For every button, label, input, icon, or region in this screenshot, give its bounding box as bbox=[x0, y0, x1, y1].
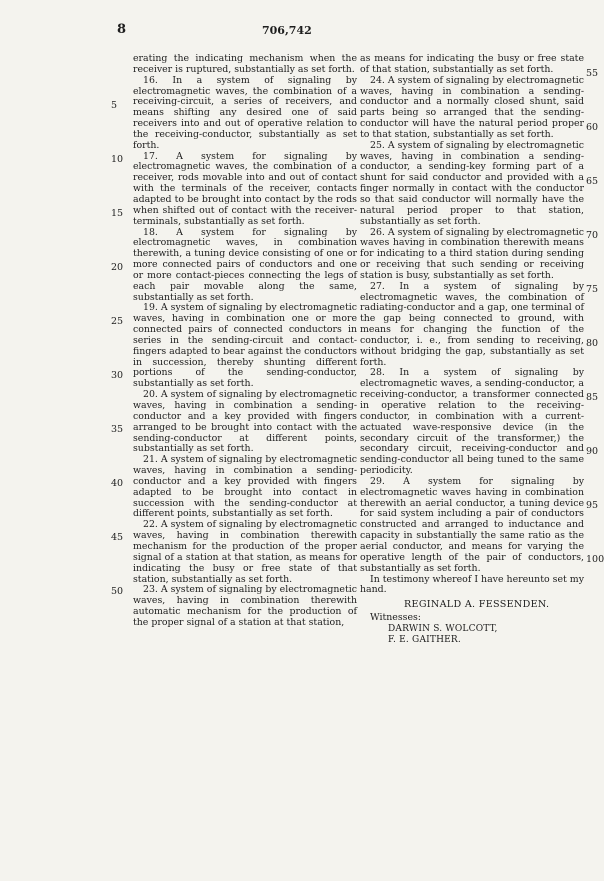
line-number: 30 bbox=[111, 370, 124, 381]
line-number: 60 bbox=[586, 122, 599, 133]
line-number: 15 bbox=[111, 208, 124, 219]
line-number: 5 bbox=[111, 100, 118, 111]
claim-26: 26. A system of signaling by electromagnetic waves having in combination therewith means for indicating to a third station during sending or receiving that such sending or receiving station is busy, substantially as set forth. bbox=[360, 226, 584, 281]
claim-25: 25. A system of signaling by electromagnetic waves, having in combination a sending-conductor, a sending-key forming part of a shunt for said conductor and provided with a finger normally in contact with the conductor so that said conductor will normally have the natural period proper to that station, substantially as set forth. bbox=[360, 139, 584, 227]
claim-27: 27. In a system of signaling by electromagnetic waves, the combination of radiating-conductor and a gap, one terminal of the gap being connected to ground, with means for changing the function of the conductor, i. e., from sending to receiving, without bridging the gap, substantially as set forth. bbox=[360, 280, 584, 368]
line-number: 25 bbox=[111, 316, 124, 327]
line-number: 75 bbox=[586, 284, 599, 295]
testimony-clause: In testimony whereof I have hereunto set my hand. bbox=[360, 573, 584, 596]
line-number: 85 bbox=[586, 392, 599, 403]
line-number: 100 bbox=[586, 554, 604, 565]
right-column bbox=[360, 54, 584, 646]
claim-paragraph: erating the indicating mechanism when the receiver is ruptured, substantially as set forth. bbox=[133, 53, 357, 75]
line-number: 90 bbox=[586, 446, 599, 457]
witnesses-label: Witnesses: bbox=[370, 612, 421, 624]
patent-number: 706,742 bbox=[262, 24, 312, 37]
left-column bbox=[133, 54, 357, 629]
page-number: 8 bbox=[117, 22, 127, 37]
claim-23: 23. A system of signaling by electromagnetic waves, having in combination therewith automatic mechanism for the production of the proper signal of a station at that station, bbox=[133, 584, 357, 628]
claim-16: 16. In a system of signaling by electromagnetic waves, the combination of a receiving-circuit, a series of receivers, and means shifting any desired one of said receivers into and out of operative relation to the receiving-conductor, substantially as set forth. bbox=[133, 74, 357, 151]
line-number: 10 bbox=[111, 154, 124, 165]
claim-17: 17. A system for signaling by electromagnetic waves, the combination of a receiver, rods movable into and out of contact with the terminals of the receiver, contacts adapted to be brought into contact by the rods when shifted out of contact with the receiver-terminals, substantially as set forth. bbox=[133, 150, 357, 227]
line-number: 40 bbox=[111, 478, 124, 489]
line-number: 20 bbox=[111, 262, 124, 273]
claim-28: 28. In a system of signaling by electromagnetic waves, a sending-conductor, a receiving-conductor, a transformer connected in operative relation to the receiving-conductor, in combination with a current-actuated wave-responsive device (in the secondary circuit of the transformer,) the secondary circuit, receiving-conductor and sending-conductor all being tuned to the same periodicity. bbox=[360, 367, 584, 477]
claim-24: 24. A system of signaling by electromagnetic waves, having in combination a sending-conductor and a normally closed shunt, said parts being so arranged that the sending-conductor will have the natural period proper to that station, substantially as set forth. bbox=[360, 74, 584, 140]
line-number: 95 bbox=[586, 500, 599, 511]
claim-paragraph: as means for indicating the busy or free state of that station, substantially as set forth. bbox=[360, 53, 584, 75]
line-number: 50 bbox=[111, 586, 124, 597]
witness-name: DARWIN S. WOLCOTT, bbox=[388, 623, 498, 634]
line-number: 65 bbox=[586, 176, 599, 187]
witness-name: F. E. GAITHER. bbox=[388, 634, 461, 645]
line-number: 35 bbox=[111, 424, 124, 435]
claim-29: 29. A system for signaling by electromagnetic waves having in combination therewith an aerial conductor, a tuning device for said system including a pair of conductors constructed and arranged to inductance and capacity in substantially the same ratio as the aerial conductor, and means for varying the operative length of the pair of conductors, substantially as set forth. bbox=[360, 475, 584, 574]
claim-18: 18. A system for signaling by electromagnetic waves, in combination therewith, a tuning device consisting of one or more connected pairs of conductors and one or more contact-pieces connecting the legs of each pair movable along the same, substantially as set forth. bbox=[133, 226, 357, 303]
line-number: 70 bbox=[586, 230, 599, 241]
inventor-signature: REGINALD A. FESSENDEN. bbox=[404, 599, 550, 611]
claim-19: 19. A system of signaling by electromagnetic waves, having in combination one or more connected pairs of connected conductors in series in the sending-circuit and contact-fingers adapted to bear against the conductors in succession, thereby shunting different portions of the sending-conductor, substantially as set forth. bbox=[133, 302, 357, 390]
claim-20: 20. A system of signaling by electromagnetic waves, having in combination a sending-conductor and a key provided with fingers arranged to be brought into contact with the sending-conductor at different points, substantially as set forth. bbox=[133, 389, 357, 455]
line-number: 45 bbox=[111, 532, 124, 543]
claim-22: 22. A system of signaling by electromagnetic waves, having in combination therewith mechanism for the production of the proper signal of a station at that station, as means for indicating the busy or free state of that station, substantially as set forth. bbox=[133, 519, 357, 585]
line-number: 55 bbox=[586, 68, 599, 79]
line-number: 80 bbox=[586, 338, 599, 349]
claim-21: 21. A system of signaling by electromagnetic waves, having in combination a sending-conductor and a key provided with fingers adapted to be brought into contact in succession with the sending-conductor at different points, substantially as set forth. bbox=[133, 454, 357, 520]
